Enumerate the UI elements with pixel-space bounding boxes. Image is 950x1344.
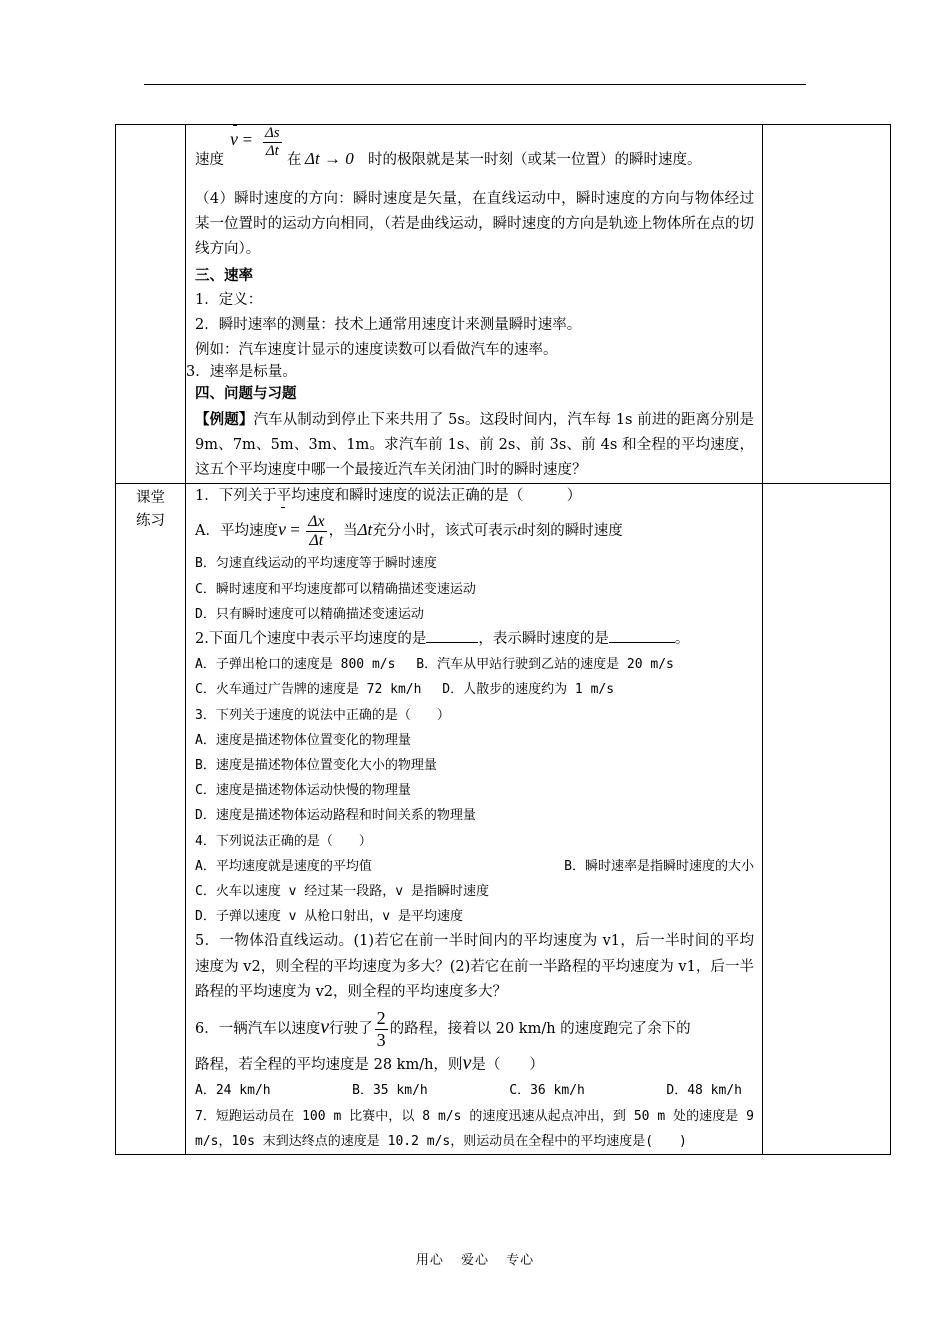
avg-velocity-symbol: v [278,509,286,549]
table-row [116,125,891,484]
q4-option-a: A．平均速度就是速度的平均值 [195,858,372,874]
q6-end: 是（ ） [471,1057,544,1074]
q6-option-b: B．35 km/h [352,1083,428,1099]
fraction-numerator: Δs [263,125,282,143]
lesson-table [115,124,891,1155]
question-2 [195,627,754,652]
fraction-numerator: 2 [376,1007,386,1028]
question-1-option-d: D．只有瞬时速度可以精确描述变速运动 [195,606,424,622]
q6-option-d: D．48 km/h [666,1083,742,1099]
question-4-option-c: C．火车以速度 v 经过某一段路，v 是指瞬时速度 [195,884,489,900]
velocity-symbol: v [320,1016,330,1039]
paragraph-direction: （4）瞬时速度的方向：瞬时速度是矢量，在直线运动中，瞬时速度的方向与物体经过某一位置时的运动方向相同，（若是曲线运动，瞬时速度的方向是轨迹上物体所在点的切线方向）。 [195,191,754,258]
q2-part-c: 。 [674,631,690,648]
question-2-options-ab: A．子弹出枪口的速度是 800 m/s B．汽车从甲站行驶到乙站的速度是 20 m/s [195,657,674,673]
q6-post-line1: 的路程，接着以 20 km/h 的速度跑完了余下的 [389,1021,691,1038]
fraction-denominator: Δt [265,143,279,160]
q6-option-a: A．24 km/h [195,1083,271,1099]
label-cell [116,125,186,484]
notes-cell [763,484,891,1155]
formula-prefix: 速度 [195,152,224,168]
question-6 [195,1005,754,1051]
q4-option-b: B．瞬时速率是指瞬时速度的大小 [564,858,754,874]
question-6-continued [195,1051,754,1078]
question-3: 3．下列关于速度的说法中正确的是（ ） [195,707,450,723]
page-footer [0,1249,950,1268]
section-heading-problems: 四、问题与习题 [195,385,297,403]
footer-word: 用心 [415,1253,444,1268]
q6-option-c: C．36 km/h [509,1083,585,1099]
question-4-option-d: D．子弹以速度 v 从枪口射出，v 是平均速度 [195,909,463,925]
fraction-denominator: Δt [309,531,324,549]
formula-mid-text: 在 [287,152,302,168]
question-5: 5．一物体沿直线运动。(1)若它在前一半时间内的平均速度为 v1，后一半时间的平均速度为 v2，则全程的平均速度为多大？(2)若它在前一半路程的平均速度为 v1，后一半路程的平均速度为 v2，则全程的平均速度多大？ [195,933,754,1000]
footer-word: 专心 [506,1253,535,1268]
equals-sign: = [242,130,253,149]
option-a-mid: ，当 [328,523,358,540]
q2-part-b: ，表示瞬时速度的是 [478,631,609,648]
question-1: 1．下列关于平均速度和瞬时速度的说法正确的是（ ） [195,488,582,505]
q6-prefix: 6．一辆汽车以速度 [195,1021,321,1038]
q6-mid: 行驶了 [329,1021,373,1038]
question-1-option-b: B．匀速直线运动的平均速度等于瞬时速度 [195,556,437,572]
table-row [116,484,891,1155]
delta-t: Δt [357,520,373,540]
item-definition: 1．定义： [195,291,263,308]
answer-blank [426,642,478,643]
velocity-limit-formula [195,125,754,175]
question-3-option-d: D．速度是描述物体运动路程和时间关系的物理量 [195,808,476,824]
option-a-prefix: A．平均速度 [195,523,278,540]
item-measurement: 2．瞬时速率的测量：技术上通常用速度计来测量瞬时速率。 [195,317,582,334]
question-4: 4．下列说法正确的是（ ） [195,833,372,849]
header-rule [144,84,806,85]
item-example: 例如：汽车速度计显示的速度读数可以看做汽车的速率。 [195,342,558,359]
footer-word: 爱心 [460,1253,489,1268]
time-t: t [517,523,522,540]
example-paragraph [195,407,754,484]
q6-post-line2: 路程，若全程的平均速度是 28 km/h，则 [195,1057,463,1074]
question-3-option-b: B．速度是描述物体位置变化大小的物理量 [195,758,437,774]
question-6-options [195,1078,754,1103]
label-cell [116,484,186,1155]
notes-cell [763,125,891,484]
example-text: 汽车从制动到停止下来共用了 5s。这段时间内，汽车每 1s 前进的距离分别是 9m、7m、5m、3m、1m。求汽车前 1s、前 2s、前 3s、前 4s 和全程的平均速度，这五个平均速度中哪一个最接近汽车关闭油门时的瞬时速度？ [195,411,754,479]
content-cell [186,484,763,1155]
question-4-options-ab [195,854,754,879]
label-line-1: 课堂 [136,490,165,507]
velocity-symbol: v [462,1052,472,1075]
question-3-option-a: A．速度是描述物体位置变化的物理量 [195,732,411,748]
limit-condition: Δt → 0 [305,149,354,168]
option-a-post: 充分小时，该式可表示 [372,523,518,540]
label-line-2: 练习 [136,513,165,530]
question-1-option-a: A．平均速度v = $\frac{\Delta x}{\Delta t}$ ，当Δt充分小时，该式可表示t时刻的瞬时速度 [195,509,754,551]
fraction-numerator: Δx [306,513,327,532]
content-cell [186,125,763,484]
question-1-option-c: C．瞬时速度和平均速度都可以精确描述变速运动 [195,581,476,597]
q2-part-a: 2.下面几个速度中表示平均速度的是 [195,631,427,648]
fraction-denominator: 3 [376,1029,386,1050]
question-3-option-c: C．速度是描述物体运动快慢的物理量 [195,783,411,799]
option-a-end: 时刻的瞬时速度 [521,523,623,540]
question-7: 7．短跑运动员在 100 m 比赛中，以 8 m/s 的速度迅速从起点冲出，到 50 m 处的速度是 9 m/s，10s 末到达终点的速度是 10.2 m/s，则运动员在全程中的平均速度是( ) [195,1108,754,1149]
item-scalar: 3．速率是标量。 [186,364,297,381]
formula-rest-text: 时的极限就是某一时刻（或某一位置）的瞬时速度。 [368,152,702,168]
question-2-options-cd: C．火车通过广告牌的速度是 72 km/h D．人散步的速度约为 1 m/s [195,682,615,698]
avg-velocity-symbol: v [230,127,238,152]
section-heading-speed: 三、速率 [195,266,253,284]
example-tag: 【例题】 [195,410,254,428]
answer-blank [609,642,675,643]
